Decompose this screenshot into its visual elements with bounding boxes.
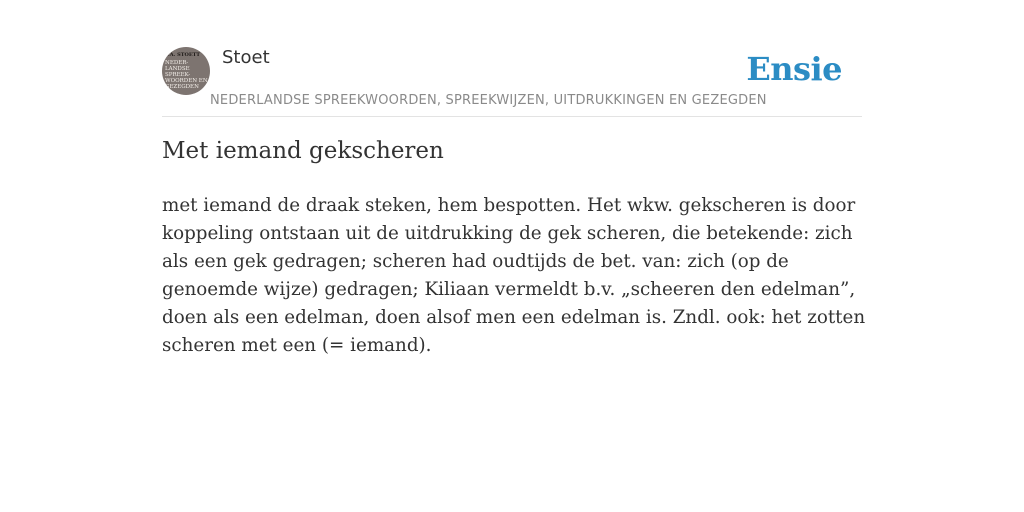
avatar-cover-title: NEDER- LANDSE SPREEK- WOORDEN EN GEZEGDEN bbox=[165, 60, 208, 90]
avatar-cover-author: F.A. STOETT bbox=[165, 52, 200, 58]
source-avatar[interactable] bbox=[162, 47, 210, 95]
source-name-link[interactable]: Stoet bbox=[222, 47, 270, 68]
brand-logo[interactable]: Ensie bbox=[746, 50, 842, 88]
source-header bbox=[162, 46, 862, 117]
entry-title: Met iemand gekscheren bbox=[162, 138, 444, 164]
source-subtitle: NEDERLANDSE SPREEKWOORDEN, SPREEKWIJZEN, UITDRUKKINGEN EN GEZEGDEN bbox=[210, 93, 767, 108]
entry-definition: met iemand de draak steken, hem bespotten. Het wkw. gekscheren is door koppeling ontstaan uit de uitdrukking de gek scheren, die betekende: zich als een gek gedragen; scheren had oudtijds de bet. van: zich (op de genoemde wijze) gedragen; Kiliaan vermeldt b.v. „scheeren den edelman”, doen als een edelman, doen alsof men een edelman is. Zndl. ook: het zotten scheren met een (= iemand). bbox=[162, 195, 866, 356]
